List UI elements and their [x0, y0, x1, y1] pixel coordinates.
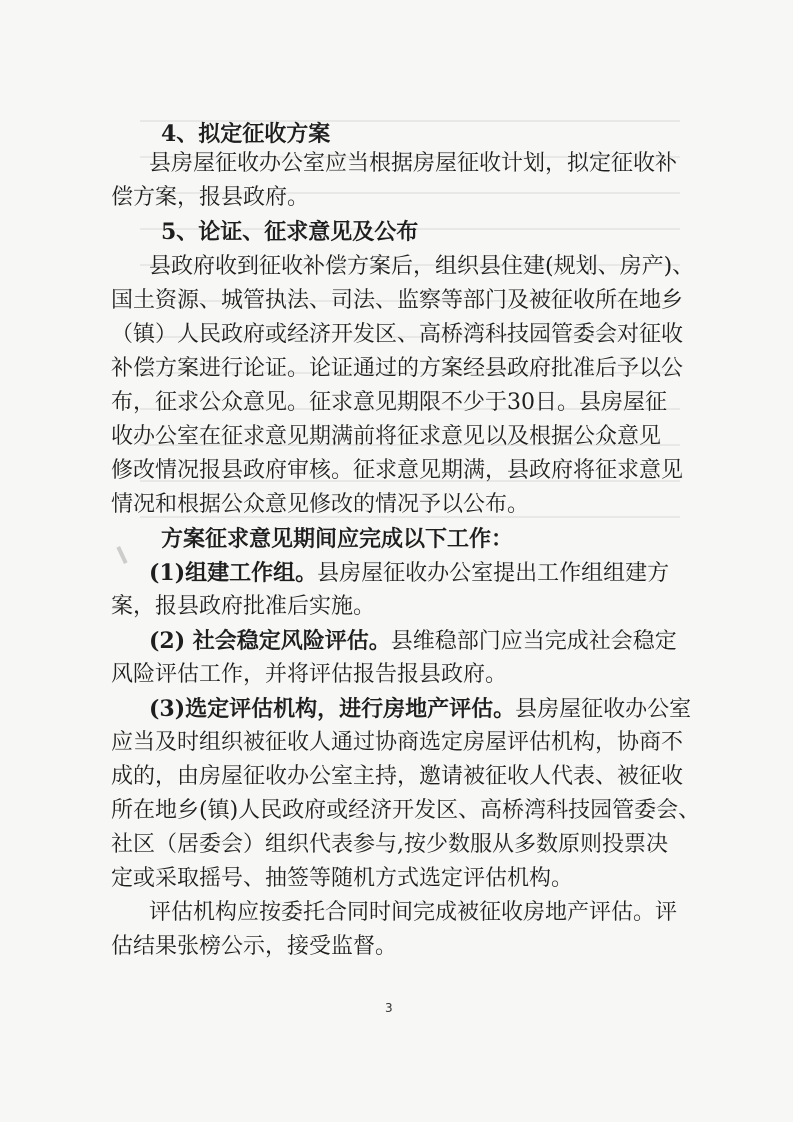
item-1-text: 县房屋征收办公室提出工作组组建方	[317, 561, 670, 586]
section-heading-4: 4、拟定征收方案	[161, 121, 331, 147]
paragraph-line: 成的，由房屋征收办公室主持，邀请被征收人代表、被征收	[111, 764, 684, 789]
paragraph-line: 修改情况报县政府审核。征求意见期满，县政府将征求意见	[111, 458, 684, 483]
paragraph-line: 评估机构应按委托合同时间完成被征收房地产评估。评	[149, 900, 678, 925]
paragraph-line: 案，报县政府批准后实施。	[111, 594, 376, 619]
paragraph-line: 所在地乡(镇)人民政府或经济开发区、高桥湾科技园管委会、	[111, 798, 701, 823]
paragraph-line: 布，征求公众意见。征求意见期限不少于30日。县房屋征	[111, 390, 667, 415]
item-2-title: (2) 社会稳定风险评估。	[149, 628, 391, 654]
paragraph-line: 估结果张榜公示，接受监督。	[111, 934, 398, 959]
paragraph-line: 县政府收到征收补偿方案后，组织县住建(规划、房产)、	[149, 254, 695, 279]
section-heading-5: 5、论证、征求意见及公布	[161, 219, 419, 245]
page-number: 3	[385, 1001, 393, 1015]
paragraph-line: 县房屋征收办公室应当根据房屋征收计划，拟定征收补	[149, 151, 678, 176]
paragraph-line: 偿方案，报县政府。	[111, 185, 310, 210]
item-1-title: (1)组建工作组。	[149, 560, 318, 586]
subheading: 方案征求意见期间应完成以下工作：	[161, 526, 514, 552]
item-1-line	[149, 559, 669, 588]
paragraph-line: 风险评估工作，并将评估报告报县政府。	[111, 662, 508, 687]
item-2-line	[149, 627, 677, 656]
item-3-text: 县房屋征收办公室	[515, 697, 692, 722]
scan-mark	[116, 546, 127, 564]
item-2-text: 县维稳部门应当完成社会稳定	[390, 629, 677, 654]
paragraph-line: 补偿方案进行论证。论证通过的方案经县政府批准后予以公	[111, 356, 684, 381]
paragraph-line: 收办公室在征求意见期满前将征求意见以及根据公众意见	[111, 424, 662, 449]
paragraph-line: 定或采取摇号、抽签等随机方式选定评估机构。	[111, 866, 574, 891]
paragraph-line: 应当及时组织被征收人通过协商选定房屋评估机构，协商不	[111, 730, 684, 755]
paragraph-line: 社区（居委会）组织代表参与,按少数服从多数原则投票决	[111, 832, 668, 857]
paragraph-line: 情况和根据公众意见修改的情况予以公布。	[111, 492, 530, 517]
item-3-line	[149, 695, 691, 724]
item-3-title: (3)选定评估机构，进行房地产评估。	[149, 696, 516, 722]
paragraph-line: 国土资源、城管执法、司法、监察等部门及被征收所在地乡	[111, 288, 684, 313]
paragraph-line: （镇）人民政府或经济开发区、高桥湾科技园管委会对征收	[111, 322, 684, 347]
